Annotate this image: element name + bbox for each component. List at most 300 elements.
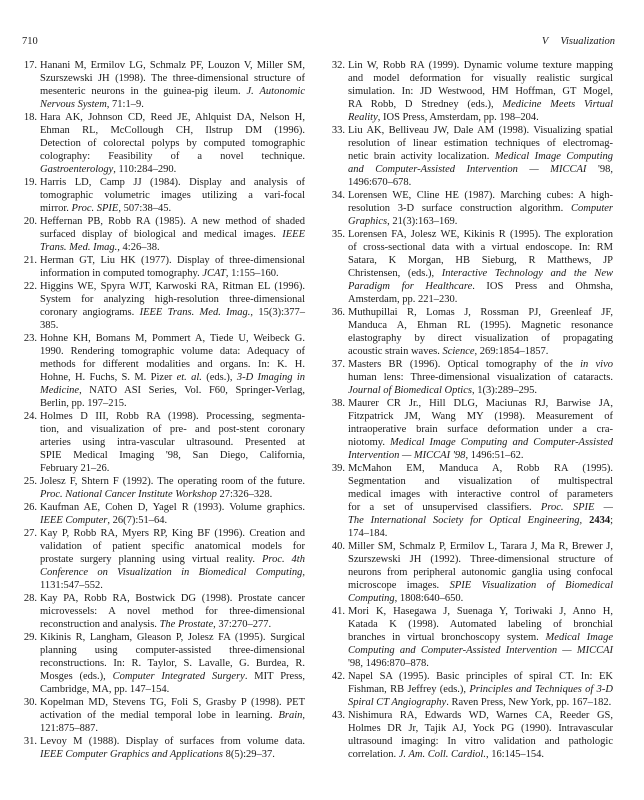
reference-line	[348, 254, 613, 267]
reference-line	[348, 59, 613, 72]
reference-text: , 1496:51–62.	[465, 450, 524, 461]
reference-text: Lorensen FA, Jolesz WE, Kikinis R (1995). The exploration	[348, 229, 613, 240]
reference-entry	[22, 176, 307, 215]
reference-text: intraoperative brain surface deformation under a cra-	[348, 424, 613, 435]
reference-line	[348, 644, 613, 657]
reference-entry	[330, 397, 615, 462]
reference-line	[348, 423, 613, 436]
reference-text: Szurszewski JH (1998). The three-dimensional structure of	[40, 73, 305, 84]
reference-line	[40, 709, 305, 722]
reference-italic-text: The International Society for Optical Engineering,	[348, 515, 583, 526]
reference-entry	[22, 696, 307, 735]
reference-text: medical images with interactive control of parameters	[348, 489, 613, 500]
reference-text: , 15(3):377–	[250, 307, 305, 318]
reference-text: Hohne, H. Fuchs, S. M. Pizer	[40, 372, 177, 383]
reference-line	[40, 657, 305, 670]
reference-number: 32.	[331, 60, 345, 71]
reference-line	[40, 631, 305, 644]
reference-line	[40, 215, 305, 228]
reference-italic-text: Spiral CT Angiography	[348, 697, 447, 708]
reference-text: ,	[302, 710, 305, 721]
reference-text: , 1(3):289–295.	[471, 385, 537, 396]
reference-bold-text: 2434	[589, 515, 611, 526]
reference-line	[348, 618, 613, 631]
reference-line	[40, 124, 305, 137]
reference-text: Hohne KH, Bomans M, Pommert A, Tiede U, Weibeck G.	[40, 333, 305, 344]
reference-number: 42.	[331, 671, 345, 682]
reference-line	[40, 670, 305, 683]
reference-text: RA Robb, D Stredney (eds.),	[348, 99, 503, 110]
reference-italic-text: Nervous System	[40, 99, 107, 110]
reference-line	[40, 553, 305, 566]
reference-line	[40, 605, 305, 618]
reference-text: SPIE Medical Imaging '98, San Diego, California,	[40, 450, 305, 461]
reference-text: , 71:1–9.	[106, 99, 144, 110]
reference-entry	[22, 59, 307, 111]
reference-text: reconstruction and analysis.	[40, 619, 160, 630]
reference-line	[40, 592, 305, 605]
reference-text: human lens: Three-dimensional visualization of cataracts.	[348, 372, 613, 383]
running-header	[542, 36, 615, 47]
reference-line	[40, 527, 305, 540]
reference-number: 37.	[331, 359, 345, 370]
reference-text: 385.	[40, 320, 59, 331]
reference-text: Nishimura RA, Edwards WD, Warnes CA, Reeder GS,	[348, 710, 613, 721]
reference-number: 25.	[23, 476, 37, 487]
reference-italic-text: Interactive Technology and the New	[441, 268, 613, 279]
reference-line	[40, 358, 305, 371]
reference-line	[40, 163, 305, 176]
reference-italic-text: Medical Image Computing	[494, 151, 613, 162]
reference-entry	[22, 215, 307, 254]
reference-text: , 1808:640–650.	[394, 593, 464, 604]
reference-line	[40, 423, 305, 436]
reference-number: 36.	[331, 307, 345, 318]
reference-text: 27:326–328.	[216, 489, 273, 500]
reference-line	[40, 254, 305, 267]
reference-entry	[22, 111, 307, 176]
reference-text: , NATO ASI Series, Vol. F60, Springer-Verlag,	[79, 385, 305, 396]
reference-text: Katada K (1998). Automated labeling of bronchial	[348, 619, 613, 630]
section-number: V	[541, 36, 549, 47]
reference-italic-text: Medicine Meets Virtual	[502, 99, 613, 110]
reference-entry	[330, 124, 615, 189]
reference-line	[348, 241, 613, 254]
reference-line	[348, 605, 613, 618]
reference-italic-text: Principles and Techniques of 3-D	[469, 684, 614, 695]
reference-text: 8(5):29–37.	[222, 749, 275, 760]
reference-entry	[22, 501, 307, 527]
reference-italic-text: Medicine	[40, 385, 80, 396]
reference-text: Christensen, (eds.),	[348, 268, 442, 279]
reference-italic-text: and Computer-Assisted Intervention — MICCAI	[348, 164, 587, 175]
reference-number: 38.	[331, 398, 345, 409]
reference-italic-text: 3-D Imaging in	[236, 372, 305, 383]
reference-line	[348, 293, 613, 306]
reference-line	[40, 618, 305, 631]
reference-line	[348, 358, 613, 371]
reference-number: 23.	[23, 333, 37, 344]
reference-line	[348, 475, 613, 488]
reference-line	[40, 267, 305, 280]
reference-line	[40, 280, 305, 293]
reference-line	[348, 501, 613, 514]
reference-number: 43.	[331, 710, 345, 721]
references-left-column	[22, 59, 307, 761]
reference-entry	[22, 631, 307, 696]
reference-line	[348, 579, 613, 592]
reference-italic-text: Proc. SPIE —	[540, 502, 613, 513]
reference-line	[348, 124, 613, 137]
reference-text: Manduca A, Ehman RL (1995). Magnetic resonance	[348, 320, 613, 331]
reference-italic-text: Proc. 4th	[261, 554, 305, 565]
reference-line	[348, 228, 613, 241]
reference-italic-text: The Prostate	[159, 619, 214, 630]
reference-line	[348, 215, 613, 228]
reference-line	[348, 735, 613, 748]
reference-line	[348, 163, 613, 176]
reference-line	[40, 488, 305, 501]
reference-text: resolution of linear estimation techniques of electromag-	[348, 138, 613, 149]
reference-line	[348, 722, 613, 735]
reference-entry	[330, 189, 615, 228]
reference-line	[348, 306, 613, 319]
reference-text: 1131:547–552.	[40, 580, 103, 591]
reference-number: 41.	[331, 606, 345, 617]
reference-number: 40.	[331, 541, 345, 552]
reference-italic-text: JCAT	[202, 268, 226, 279]
reference-line	[348, 345, 613, 358]
reference-text: validation of patient specific anatomical models for	[40, 541, 305, 552]
reference-line	[348, 150, 613, 163]
reference-text: Satara, K Morgan, HB Sieburg, R Matthews, JP	[348, 255, 613, 266]
reference-entry	[330, 228, 615, 306]
reference-entry	[330, 306, 615, 358]
reference-line	[348, 683, 613, 696]
reference-text: microscope images.	[348, 580, 450, 591]
reference-line	[40, 462, 305, 475]
reference-text: , IOS Press, Amsterdam, pp. 198–204.	[377, 112, 539, 123]
reference-italic-text: Trans. Med. Imag.	[40, 242, 118, 253]
reference-italic-text: IEEE Computer Graphics and Applications	[40, 749, 223, 760]
reference-text: methods for different modalities and organs. In: K. H.	[40, 359, 305, 370]
reference-text: Kaufman AE, Cohen D, Yagel R (1993). Volume graphics.	[40, 502, 305, 513]
reference-text: mirror.	[40, 203, 72, 214]
reference-line	[348, 137, 613, 150]
reference-line	[40, 644, 305, 657]
reference-entry	[330, 605, 615, 670]
reference-line	[348, 371, 613, 384]
reference-line	[40, 176, 305, 189]
reference-text: Higgins WE, Spyra WJT, Karwoski RA, Ritman EL (1996).	[40, 281, 305, 292]
page-number: 710	[22, 36, 38, 47]
reference-text: , 16:145–154.	[485, 749, 544, 760]
reference-entry	[22, 254, 307, 280]
reference-text: mesenteric neurons in the guinea-pig ileum.	[40, 86, 247, 97]
reference-line	[40, 137, 305, 150]
reference-text: simulation. In: JD Westwood, HM Hoffman, GT Mogel,	[348, 86, 613, 97]
reference-line	[348, 527, 613, 540]
reference-line	[40, 150, 305, 163]
reference-line	[348, 566, 613, 579]
reference-line	[40, 332, 305, 345]
reference-text: Segmentation and visualization of multispectral	[348, 476, 613, 487]
reference-italic-text: Proc. National Cancer Institute Workshop	[40, 489, 217, 500]
reference-line	[348, 449, 613, 462]
reference-text: Szurszewski JH (1992). Three-dimensional structure of	[348, 554, 613, 565]
reference-text: 174–184.	[348, 528, 388, 539]
reference-number: 35.	[331, 229, 345, 240]
reference-entry	[330, 462, 615, 540]
reference-text: Hanani M, Ermilov LG, Schmalz PF, Louzon V, Miller SM,	[40, 60, 305, 71]
reference-number: 17.	[23, 60, 37, 71]
reference-text: Fishman, RB Jeffrey (eds.),	[348, 684, 470, 695]
reference-text: planning using computer-assisted three-dimensional	[40, 645, 305, 656]
reference-text: 1990. Rendering tomographic volume data: Adequacy of	[40, 346, 305, 357]
reference-italic-text: Brain	[278, 710, 303, 721]
reference-text: February 21–26.	[40, 463, 110, 474]
reference-line	[40, 540, 305, 553]
reference-italic-text: Computer Integrated Surgery	[112, 671, 245, 682]
reference-line	[348, 709, 613, 722]
reference-italic-text: Reality	[348, 112, 378, 123]
reference-line	[40, 202, 305, 215]
reference-line	[348, 267, 613, 280]
reference-line	[348, 189, 613, 202]
reference-entry	[22, 475, 307, 501]
reference-italic-text: IEEE Trans. Med. Imag.	[139, 307, 251, 318]
reference-text: Lin W, Robb RA (1999). Dynamic volume texture mapping	[348, 60, 613, 71]
reference-italic-text: Conference on Visualization in Biomedical Computing,	[40, 567, 305, 578]
reference-text: branches in virtual bronchoscopy system.	[348, 632, 546, 643]
reference-text: surfaced display of biological and medical images.	[40, 229, 283, 240]
reference-text: and model deformation for visually realistic surgical	[348, 73, 613, 84]
reference-text: (eds.),	[201, 372, 237, 383]
reference-entry	[330, 59, 615, 124]
reference-line	[348, 176, 613, 189]
reference-entry	[22, 735, 307, 761]
reference-text: Heffernan PB, Robb RA (1985). A new method of shaded	[40, 216, 305, 227]
reference-number: 34.	[331, 190, 345, 201]
reference-text: Cambridge, MA, pp. 147–154.	[40, 684, 170, 695]
reference-text: elastography by direct visualization of propagating	[348, 333, 613, 344]
reference-entry	[22, 592, 307, 631]
reference-text: niotomy.	[348, 437, 390, 448]
reference-text: Mori K, Hasegawa J, Suenaga Y, Toriwaki J, Anno H,	[348, 606, 613, 617]
reference-text: , 1:155–160.	[225, 268, 279, 279]
reference-italic-text: Science	[442, 346, 475, 357]
reference-line	[348, 657, 613, 670]
reference-text: neurons from peripheral autonomic ganglia using confocal	[348, 567, 613, 578]
reference-text: , 37:270–277.	[213, 619, 272, 630]
reference-text: Hara AK, Johnson CD, Reed JE, Ahlquist DA, Nelson H,	[40, 112, 305, 123]
reference-text: Masters BR (1996). Optical tomography of the	[348, 359, 581, 370]
reference-text: tomographic volumetric images utilizing a vari-focal	[40, 190, 305, 201]
reference-number: 20.	[23, 216, 37, 227]
reference-text: Levoy M (1988). Display of surfaces from volume data.	[40, 736, 305, 747]
reference-line	[40, 228, 305, 241]
reference-number: 22.	[23, 281, 37, 292]
reference-line	[40, 410, 305, 423]
references-right-column	[330, 59, 615, 761]
reference-text: , 26(7):51–64.	[107, 515, 168, 526]
reference-line	[40, 72, 305, 85]
reference-italic-text: Proc. SPIE	[71, 203, 119, 214]
reference-text: Kay PA, Robb RA, Bostwick DG (1998). Prostate cancer	[40, 593, 305, 604]
reference-line	[40, 475, 305, 488]
reference-number: 26.	[23, 502, 37, 513]
reference-text: of cross-sectional data with a virtual endoscope. In: RM	[348, 242, 613, 253]
reference-line	[40, 293, 305, 306]
reference-italic-text: SPIE Visualization of Biomedical	[449, 580, 613, 591]
reference-line	[40, 514, 305, 527]
reference-line	[40, 735, 305, 748]
reference-line	[40, 98, 305, 111]
reference-text: , 110:284–290.	[113, 164, 177, 175]
reference-italic-text: Journal of Biomedical Optics	[348, 385, 472, 396]
reference-entry	[330, 709, 615, 761]
reference-italic-text: Computing	[348, 593, 395, 604]
reference-text: acoustic strain waves.	[348, 346, 443, 357]
reference-line	[40, 579, 305, 592]
reference-text: . Raven Press, New York, pp. 167–182.	[446, 697, 612, 708]
reference-text: prostate surgery planning using virtual reality.	[40, 554, 262, 565]
reference-text: , 269:1854–1857.	[474, 346, 549, 357]
reference-number: 19.	[23, 177, 37, 188]
reference-line	[40, 748, 305, 761]
reference-line	[348, 696, 613, 709]
reference-italic-text: in vivo	[580, 359, 613, 370]
reference-text: System for analyzing high-resolution three-dimensional	[40, 294, 305, 305]
reference-number: 29.	[23, 632, 37, 643]
reference-line	[40, 696, 305, 709]
reference-number: 24.	[23, 411, 37, 422]
reference-italic-text: Graphics	[348, 216, 388, 227]
reference-text: Berlin, pp. 197–215.	[40, 398, 127, 409]
reference-text: ;	[610, 515, 613, 526]
reference-line	[40, 306, 305, 319]
reference-text: , 4:26–38.	[117, 242, 160, 253]
reference-line	[348, 462, 613, 475]
reference-line	[348, 72, 613, 85]
reference-text: Kikinis R, Langham, Gleason P, Jolesz FA (1995). Surgical	[40, 632, 305, 643]
reference-line	[40, 241, 305, 254]
reference-text: ultrasound imaging: In vitro validation and pathologic	[348, 736, 613, 747]
reference-line	[40, 345, 305, 358]
reference-line	[348, 488, 613, 501]
reference-line	[348, 202, 613, 215]
reference-text: Herman GT, Liu HK (1977). Display of three-dimensional	[40, 255, 305, 266]
reference-italic-text: J. Autonomic	[246, 86, 305, 97]
reference-entry	[330, 540, 615, 605]
reference-italic-text: et. al.	[176, 372, 202, 383]
reference-text: netic brain activity localization.	[348, 151, 495, 162]
reference-text: 121:875–887.	[40, 723, 99, 734]
reference-text: . IOS Press and Ohmsha,	[472, 281, 613, 292]
reference-italic-text: Computer	[571, 203, 613, 214]
reference-number: 33.	[331, 125, 345, 136]
reference-line	[348, 384, 613, 397]
reference-text: Fitzpatrick JM, Wang MY (1998). Measurement of	[348, 411, 613, 422]
reference-entry	[330, 670, 615, 709]
reference-text: Lorensen WE, Cline HE (1987). Marching cubes: A high-	[348, 190, 613, 201]
reference-text: 1496:670–678.	[348, 177, 412, 188]
reference-italic-text: Gastroenterology	[40, 164, 114, 175]
reference-line	[40, 189, 305, 202]
reference-entry	[22, 527, 307, 592]
reference-line	[40, 566, 305, 579]
reference-line	[348, 410, 613, 423]
reference-number: 39.	[331, 463, 345, 474]
reference-italic-text: Intervention — MICCAI '98	[348, 450, 466, 461]
reference-text: , 507:38–45.	[118, 203, 172, 214]
reference-number: 31.	[23, 736, 37, 747]
reference-text: colography: Feasibility of a novel technique.	[40, 151, 305, 162]
reference-entry	[22, 410, 307, 475]
reference-line	[40, 85, 305, 98]
reference-text: Detection of colorectal polyps by computed tomographic	[40, 138, 305, 149]
reference-text: arteries using intra-vascular ultrasound. Presented at	[40, 437, 305, 448]
reference-text: resolution 3-D surface construction algorithm.	[348, 203, 571, 214]
reference-line	[40, 722, 305, 735]
reference-text: Muthupillai R, Lomas J, Rossman PJ, Greenleaf JF,	[348, 307, 613, 318]
reference-text: Mosges (eds.),	[40, 671, 113, 682]
reference-line	[348, 111, 613, 124]
reference-text: Maurer CR Jr., Hill DLG, Maciunas RJ, Barwise JA,	[348, 398, 613, 409]
reference-text: McMahon EM, Manduca A, Robb RA (1995).	[348, 463, 613, 474]
reference-text: Napel SA (1995). Basic principles of spiral CT. In: EK	[348, 671, 613, 682]
reference-line	[40, 683, 305, 696]
reference-number: 18.	[23, 112, 37, 123]
reference-italic-text: Paradigm for Healthcare	[348, 281, 473, 292]
reference-entry	[22, 280, 307, 332]
reference-text: Kay P, Robb RA, Myers RP, King BF (1996). Creation and	[40, 528, 305, 539]
reference-line	[348, 98, 613, 111]
reference-line	[40, 501, 305, 514]
reference-text: coronary angiograms.	[40, 307, 140, 318]
section-title: Visualization	[560, 36, 615, 47]
reference-text: Amsterdam, pp. 221–230.	[348, 294, 458, 305]
reference-line	[40, 397, 305, 410]
reference-line	[348, 280, 613, 293]
reference-text: tion, and visualization of pre- and post-stent coronary	[40, 424, 305, 435]
reference-line	[348, 332, 613, 345]
reference-text: Holmes DR Jr, Tajik AJ, Yock PG (1990). Intravascular	[348, 723, 613, 734]
reference-line	[40, 436, 305, 449]
reference-line	[348, 85, 613, 98]
reference-text: activation of the medial temporal lobe in learning.	[40, 710, 279, 721]
reference-line	[40, 59, 305, 72]
reference-italic-text: Medical Image Computing and Computer-Assisted	[390, 437, 613, 448]
reference-line	[348, 631, 613, 644]
reference-text: Harris LD, Camp JJ (1984). Display and analysis of	[40, 177, 305, 188]
reference-text: for a set of unsupervised classifiers.	[348, 502, 541, 513]
reference-number: 30.	[23, 697, 37, 708]
reference-line	[348, 748, 613, 761]
reference-text: information in computed tomography.	[40, 268, 203, 279]
reference-text: . MIT Press,	[244, 671, 305, 682]
reference-line	[348, 397, 613, 410]
reference-text: '98,	[586, 164, 613, 175]
reference-text: '98, 1496:870–878.	[348, 658, 429, 669]
reference-line	[348, 319, 613, 332]
reference-line	[348, 540, 613, 553]
reference-line	[40, 111, 305, 124]
reference-text: Jolesz F, Shtern F (1992). The operating room of the future.	[40, 476, 305, 487]
reference-italic-text: IEEE Computer	[40, 515, 108, 526]
reference-text: Holmes D III, Robb RA (1998). Processing, segmenta-	[40, 411, 305, 422]
reference-line	[348, 592, 613, 605]
